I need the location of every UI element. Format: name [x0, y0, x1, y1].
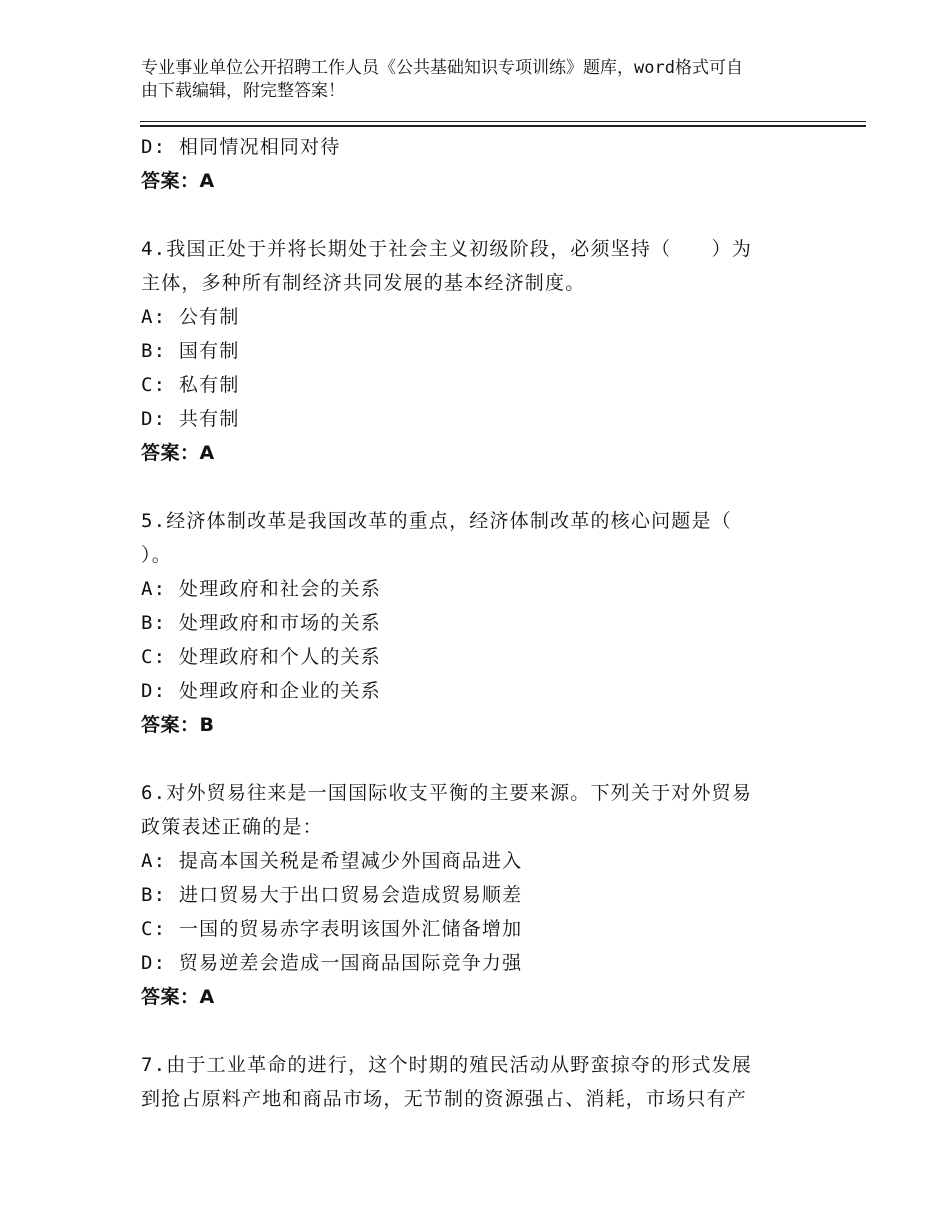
- option-a: A: 公有制: [141, 306, 240, 328]
- question-7: [141, 1048, 801, 1116]
- header-line-2: 由下载编辑，附完整答案！: [141, 81, 345, 101]
- question-list: [141, 130, 801, 1116]
- question-stem-line: 4.我国正处于并将长期处于社会主义初级阶段，必须坚持（ ）为: [141, 238, 753, 260]
- question-stem-line: 政策表述正确的是：: [141, 816, 323, 838]
- question-stem-line: 6.对外贸易往来是一国国际收支平衡的主要来源。下列关于对外贸易: [141, 782, 753, 804]
- option-d: D: 处理政府和企业的关系: [141, 680, 381, 702]
- option-c: C: 私有制: [141, 374, 240, 396]
- prev-answer: 答案：A: [141, 170, 215, 192]
- question-4: [141, 232, 801, 470]
- option-c: C: 处理政府和个人的关系: [141, 646, 381, 668]
- option-b: B: 进口贸易大于出口贸易会造成贸易顺差: [141, 884, 523, 906]
- answer: 答案：A: [141, 986, 215, 1008]
- question-stem-line: 主体，多种所有制经济共同发展的基本经济制度。: [141, 272, 586, 294]
- question-6: [141, 776, 801, 1014]
- question-5: [141, 504, 801, 742]
- header-divider: [140, 121, 866, 127]
- option-d: D: 贸易逆差会造成一国商品国际竞争力强: [141, 952, 523, 974]
- answer: 答案：B: [141, 714, 215, 736]
- answer: 答案：A: [141, 442, 215, 464]
- prev-option-d: D: 相同情况相同对待: [141, 136, 341, 158]
- page-header: [141, 57, 821, 103]
- spacer: [141, 470, 801, 504]
- spacer: [141, 742, 801, 776]
- question-stem-line: 7.由于工业革命的进行，这个时期的殖民活动从野蛮掠夺的形式发展: [141, 1054, 753, 1076]
- option-a: A: 处理政府和社会的关系: [141, 578, 381, 600]
- option-b: B: 国有制: [141, 340, 240, 362]
- question-stem-line: ）。: [141, 544, 172, 566]
- header-line-1: 专业事业单位公开招聘工作人员《公共基础知识专项训练》题库，word格式可自: [141, 58, 743, 78]
- option-b: B: 处理政府和市场的关系: [141, 612, 381, 634]
- spacer: [141, 1014, 801, 1048]
- spacer: [141, 198, 801, 232]
- option-d: D: 共有制: [141, 408, 240, 430]
- option-a: A: 提高本国关税是希望减少外国商品进入: [141, 850, 523, 872]
- option-c: C: 一国的贸易赤字表明该国外汇储备增加: [141, 918, 523, 940]
- question-stem-line: 5.经济体制改革是我国改革的重点，经济体制改革的核心问题是（: [141, 510, 732, 532]
- question-stem-line: 到抢占原料产地和商品市场，无节制的资源强占、消耗，市场只有产: [141, 1088, 748, 1110]
